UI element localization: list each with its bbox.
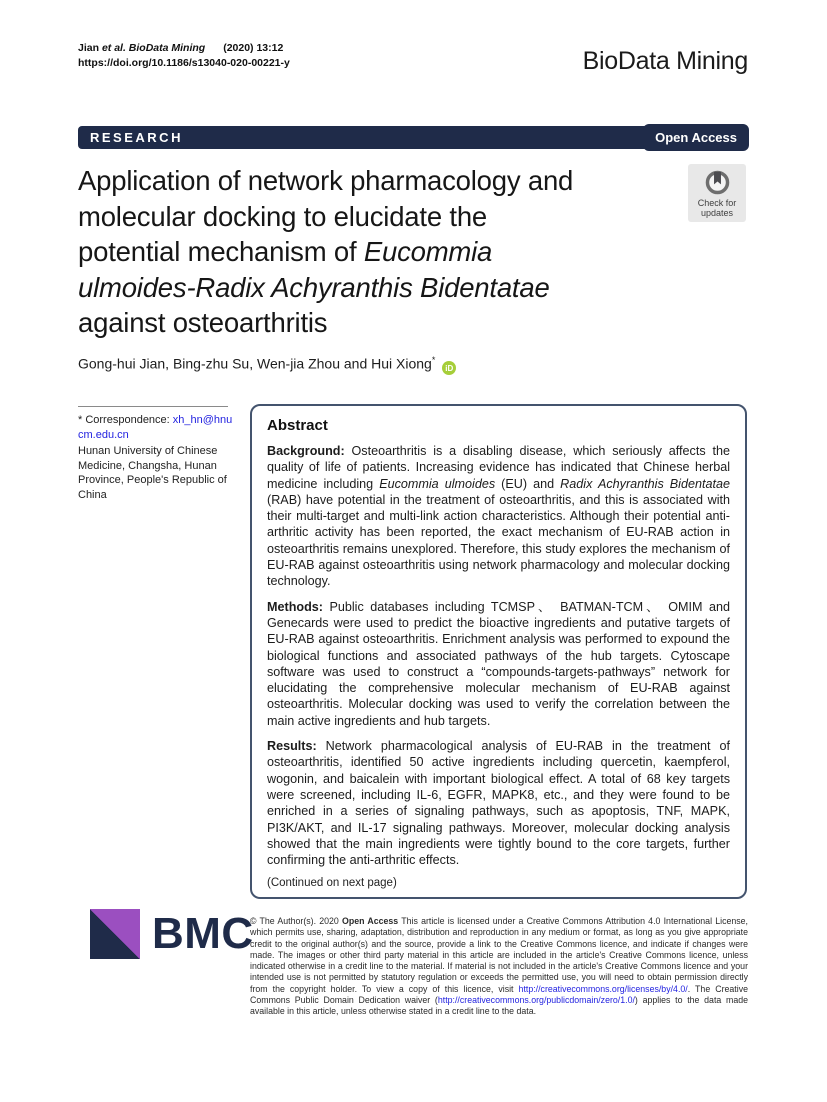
abstract-paragraph-results: Results: Network pharmacological analysis of EU-RAB in the treatment of osteoarthritis, identified 50 active ingredients including quercetin, kaempferol, wogonin, and baicalein with important biological effect. A total of 68 key targets were screened, including IL-6, EGFR, MAPK8, etc., and they were found to be enriched in a series of signaling pathways, such as apoptosis, TNF, MAPK, PI3K/AKT, and IL-17 signaling pathways. Moreover, molecular docking analysis showed that the main ingredients were tightly bound to the core targets, further confirming the anti-arthritic effects. (267, 739, 730, 868)
journal-name: BioData Mining (582, 47, 748, 75)
abstract-heading: Abstract (267, 417, 328, 434)
abstract-paragraph-background: Background: Osteoarthritis is a disabling disease, which seriously affects the quality of life of patients. Increasing evidence has indicated that Chinese herbal medicine including Eucommia ulmoides (EU) and Radix Achyranthis Bidentatae (RAB) have potential in the treatment of osteoarthritis, and this is associated with their multi-target and multi-link action characteristics. Although their potential anti-arthritic activity has been reported, the exact mechanism of EU-RAB action in osteoarthritis remains unexplored. Therefore, this study explores the mechanism of EU-RAB against osteoarthritis using network pharmacology and molecular docking technology. (267, 444, 731, 589)
correspondence-divider (78, 406, 228, 407)
citation-block (78, 41, 290, 71)
article-type-label: RESEARCH (90, 130, 183, 145)
continued-note: (Continued on next page) (267, 877, 397, 890)
open-access-badge: Open Access (643, 124, 749, 151)
bmc-logo-text: BMC (152, 909, 254, 958)
check-updates-icon (704, 169, 731, 196)
check-updates-line2: updates (700, 208, 733, 218)
correspondence-block (78, 406, 236, 504)
research-banner (78, 126, 748, 149)
abstract-box (250, 404, 747, 899)
license-text: © The Author(s). 2020 Open Access This article is licensed under a Creative Commons Attribution 4.0 International License, which permits use, sharing, adaptation, distribution and reproduction in any medium or format, as long as you give appropriate credit to the original author(s) and the source, provide a link to the Creative Commons licence, and indicate if changes were made. The images or other third party material in this article are included in the article's Creative Commons licence, unless indicated otherwise in a credit line to the material. If material is not included in the article's Creative Commons licence and your intended use is not permitted by statutory regulation or exceeds the permitted use, you will need to obtain permission directly from the copyright holder. To view a copy of this licence, visit http://creativecommons.org/licenses/by/4.0/. The Creative Commons Public Domain Dedication waiver (http://creativecommons.org/publicdomain/zero/1.0/) applies to the data made available in this article, unless otherwise stated in a credit line to the data. (250, 916, 749, 1017)
check-updates-badge[interactable] (688, 164, 746, 222)
bmc-logo-mark (90, 909, 140, 959)
abstract-paragraph-methods: Methods: Public databases including TCMSP、 BATMAN-TCM、 OMIM and Genecards were used to predict the bioactive ingredients and putative targets of EU-RAB against osteoarthritis. Enrichment analysis was performed to expound the biological functions and associated pathways of the hub targets. Cytoscape software was used to construct a “compounds-targets-pathways” network for elucidating the comprehensive molecular mechanism of EU-RAB against osteoarthritis. Molecular docking was used to verify the correlation between the main active ingredients and hub targets. (267, 599, 730, 728)
corresponding-author-mark: * (431, 355, 436, 365)
authors-names: Gong-hui Jian, Bing-zhu Su, Wen-jia Zhou and Hui Xiong (78, 355, 432, 372)
article-title: Application of network pharmacology and molecular docking to elucidate the potential mechanism of Eucommia ulmoides-Radix Achyranthis Bidentatae against osteoarthritis (78, 165, 574, 338)
citation-line: Jian et al. BioData Mining (2020) 13:12 (78, 42, 284, 54)
orcid-icon[interactable]: iD (442, 361, 456, 375)
correspondence-line[interactable]: * Correspondence: xh_hn@hnucm.edu.cn (78, 414, 233, 441)
bmc-logo (90, 909, 254, 959)
doi-text: https://doi.org/10.1186/s13040-020-00221-y (78, 57, 290, 69)
check-updates-label (698, 198, 737, 218)
authors-line (78, 355, 456, 375)
check-updates-line1: Check for (697, 198, 737, 208)
affiliation-text: Hunan University of Chinese Medicine, Changsha, Hunan Province, People's Republic of China (78, 445, 227, 501)
